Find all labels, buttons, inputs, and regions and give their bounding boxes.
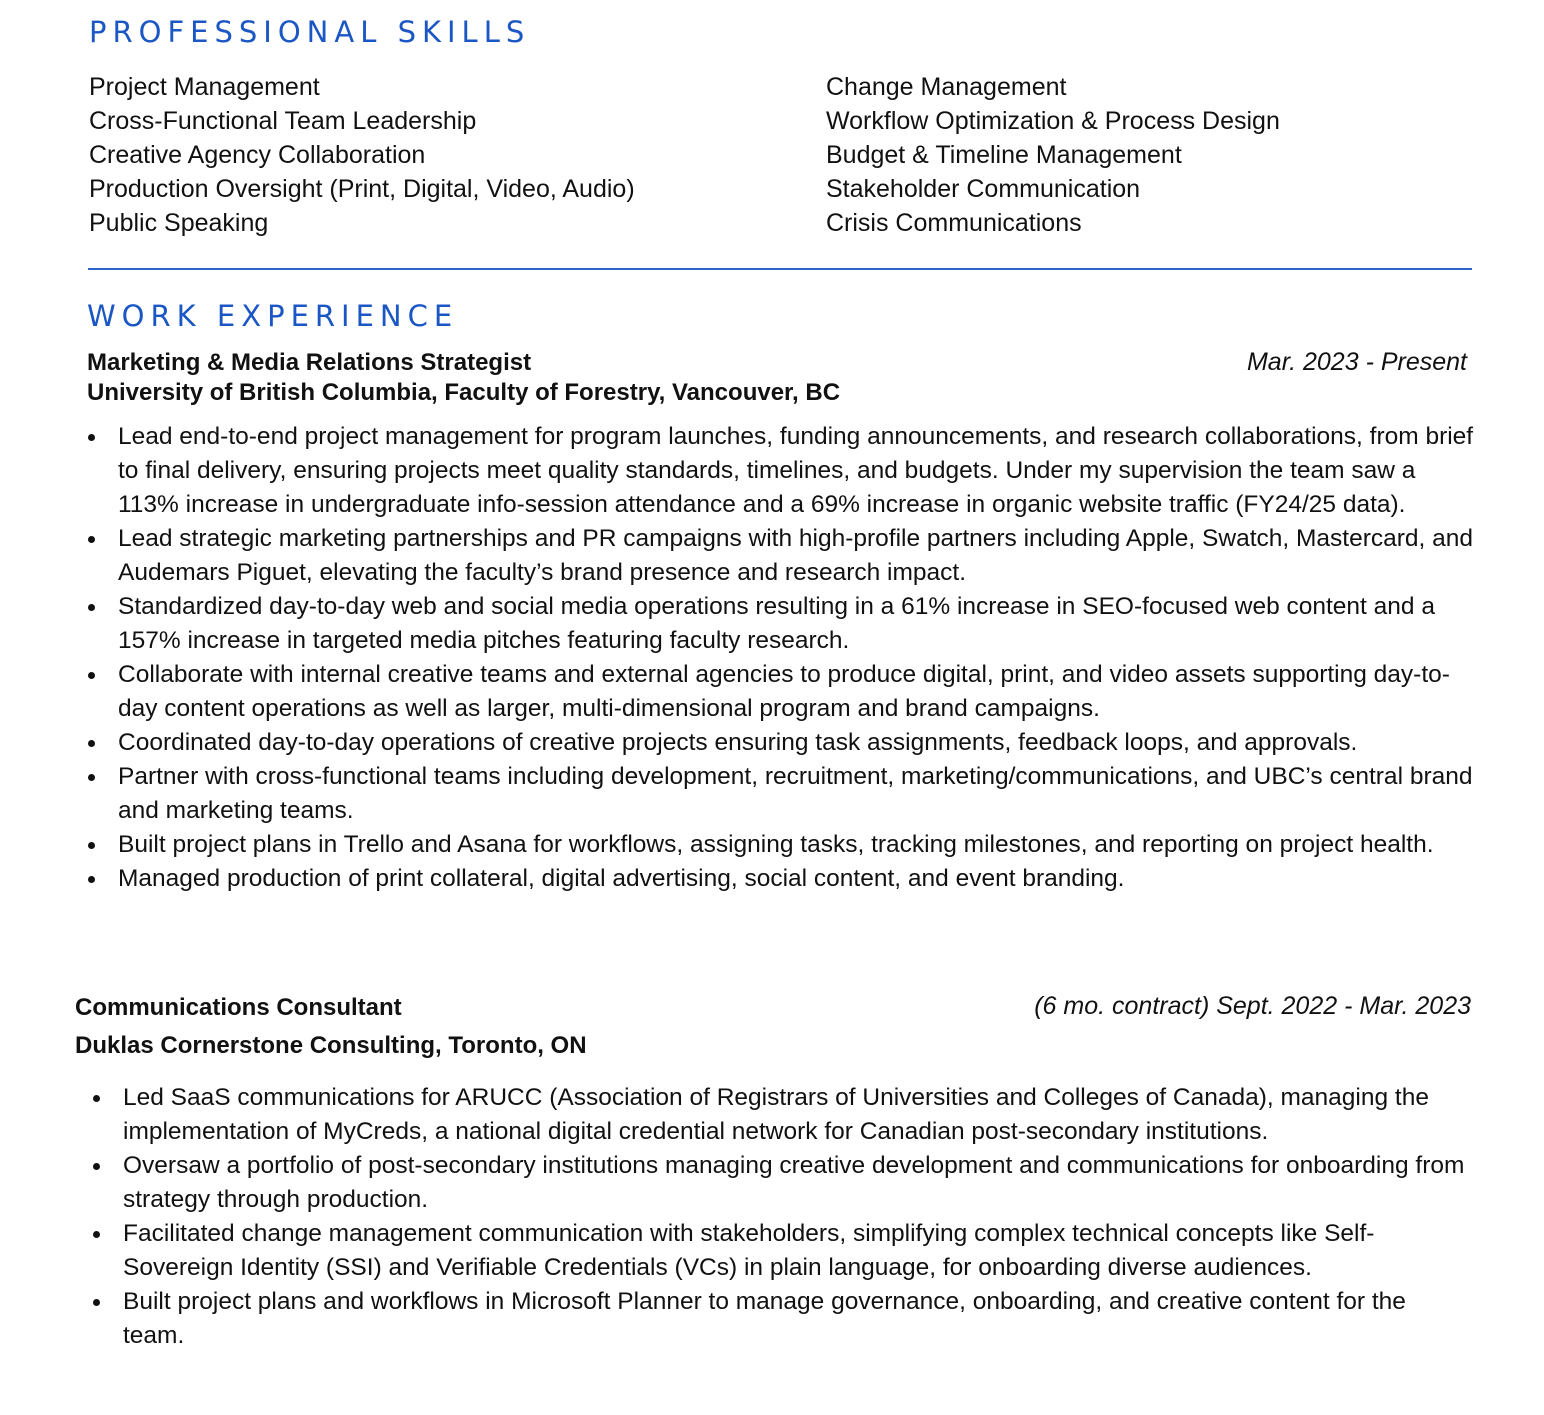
- bullet-dot-icon: [88, 740, 95, 747]
- bullet-text: Partner with cross-functional teams including development, recruitment, marketing/communications, and UBC’s central brand and marketing teams.: [118, 763, 1473, 824]
- skill-item: Project Management: [89, 73, 320, 101]
- skill-item: Creative Agency Collaboration: [89, 141, 426, 169]
- job-bullets: [88, 420, 1478, 896]
- bullet-text: Built project plans in Trello and Asana for workflows, assigning tasks, tracking milestones, and reporting on project health.: [118, 831, 1434, 858]
- skill-item: Production Oversight (Print, Digital, Video, Audio): [89, 175, 635, 203]
- bullet-text: Facilitated change management communication with stakeholders, simplifying complex technical concepts like Self-Sovereign Identity (SSI) and Verifiable Credentials (VCs) in plain language, for onboarding diverse audiences.: [123, 1220, 1375, 1281]
- skill-item: Budget & Timeline Management: [826, 141, 1182, 169]
- skill-item: Cross-Functional Team Leadership: [89, 107, 477, 135]
- bullet-dot-icon: [88, 672, 95, 679]
- skill-item: Stakeholder Communication: [826, 175, 1141, 203]
- work-experience-heading: WORK EXPERIENCE: [87, 299, 459, 333]
- job-organization: University of British Columbia, Faculty of Forestry, Vancouver, BC: [87, 379, 841, 406]
- skills-list-right: [826, 70, 1280, 240]
- skill-item: Change Management: [826, 73, 1067, 101]
- skill-item: Public Speaking: [89, 209, 269, 237]
- bullet-dot-icon: [93, 1163, 100, 1170]
- bullet-dot-icon: [88, 876, 95, 883]
- bullet-dot-icon: [93, 1299, 100, 1306]
- job-title: Communications Consultant: [75, 994, 402, 1021]
- bullet-text: Standardized day-to-day web and social media operations resulting in a 61% increase in SEO-focused web content and a 157% increase in targeted media pitches featuring faculty research.: [118, 593, 1435, 654]
- bullet-dot-icon: [88, 536, 95, 543]
- bullet-text: Coordinated day-to-day operations of creative projects ensuring task assignments, feedback loops, and approvals.: [118, 729, 1358, 756]
- bullet-item: [88, 522, 1478, 590]
- bullet-item: [88, 760, 1478, 828]
- job-organization: Duklas Cornerstone Consulting, Toronto, ON: [75, 1032, 587, 1059]
- bullet-item: [93, 1217, 1473, 1285]
- job-bullets: [93, 1081, 1473, 1353]
- bullet-item: [88, 658, 1478, 726]
- bullet-item: [93, 1081, 1473, 1149]
- job-dates: Mar. 2023 - Present: [1246, 348, 1467, 376]
- bullet-text: Collaborate with internal creative teams and external agencies to produce digital, print, and video assets supporting day-to-day content operations as well as larger, multi-dimensional program and brand campaigns.: [118, 661, 1450, 722]
- skills-list-left: [89, 70, 635, 240]
- bullet-item: [88, 726, 1478, 760]
- professional-skills-heading: PROFESSIONAL SKILLS: [89, 15, 531, 49]
- skill-item: Workflow Optimization & Process Design: [826, 107, 1280, 135]
- job-title: Marketing & Media Relations Strategist: [87, 349, 532, 376]
- bullet-text: Built project plans and workflows in Microsoft Planner to manage governance, onboarding, and creative content for the team.: [123, 1288, 1406, 1349]
- bullet-text: Led SaaS communications for ARUCC (Association of Registrars of Universities and Colleges of Canada), managing the implementation of MyCreds, a national digital credential network for Canadian post-secondary institutions.: [123, 1084, 1429, 1145]
- section-divider: [88, 268, 1472, 270]
- bullet-dot-icon: [93, 1095, 100, 1102]
- bullet-item: [93, 1149, 1473, 1217]
- bullet-item: [93, 1285, 1473, 1353]
- job-dates: (6 mo. contract) Sept. 2022 - Mar. 2023: [1034, 992, 1471, 1020]
- bullet-item: [88, 828, 1478, 862]
- skill-item: Crisis Communications: [826, 209, 1082, 237]
- bullet-dot-icon: [88, 842, 95, 849]
- bullet-dot-icon: [93, 1231, 100, 1238]
- bullet-text: Managed production of print collateral, digital advertising, social content, and event branding.: [118, 865, 1125, 892]
- bullet-text: Lead end-to-end project management for program launches, funding announcements, and research collaborations, from brief to final delivery, ensuring projects meet quality standards, timelines, and budgets. Under my supervision the team saw a 113% increase in undergraduate info-session attendance and a 69% increase in organic website traffic (FY24/25 data).: [118, 423, 1474, 518]
- bullet-item: [88, 862, 1478, 896]
- bullet-item: [88, 590, 1478, 658]
- bullet-dot-icon: [88, 434, 95, 441]
- bullet-dot-icon: [88, 774, 95, 781]
- bullet-item: [88, 420, 1478, 522]
- bullet-dot-icon: [88, 604, 95, 611]
- bullet-text: Lead strategic marketing partnerships and PR campaigns with high-profile partners including Apple, Swatch, Mastercard, and Audemars Piguet, elevating the faculty’s brand presence and research impact.: [118, 525, 1474, 586]
- bullet-text: Oversaw a portfolio of post-secondary institutions managing creative development and communications for onboarding from strategy through production.: [123, 1152, 1465, 1213]
